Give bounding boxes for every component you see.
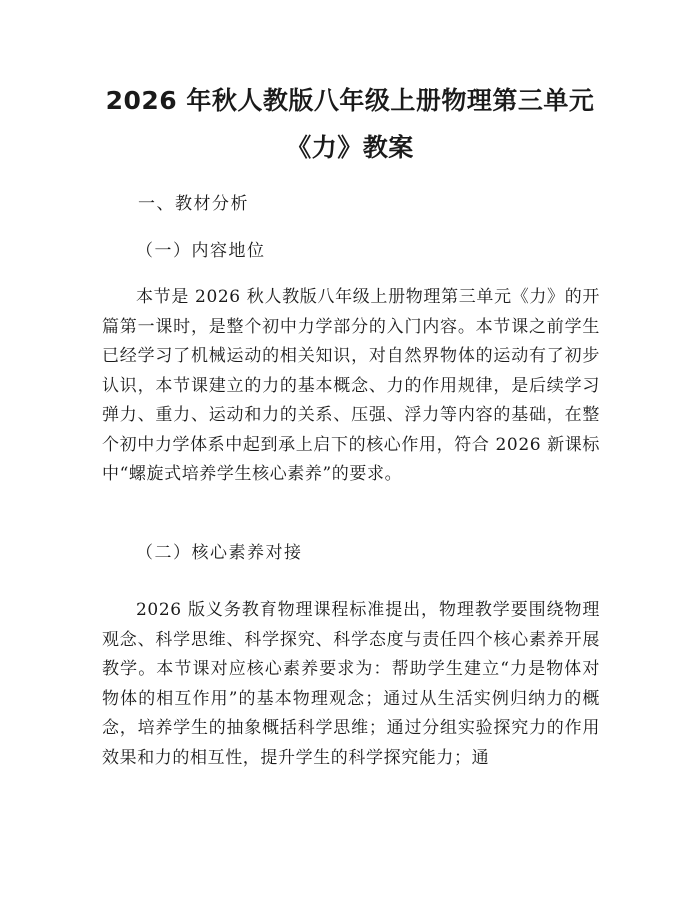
subsection-heading-core-literacy: （二）核心素养对接	[136, 543, 303, 563]
section-heading-textbook-analysis: 一、教材分析	[138, 194, 249, 214]
paragraph-core-literacy: 2026 版义务教育物理课程标准提出，物理教学要围绕物理观念、科学思维、科学探究、科学态度与责任四个核心素养开展教学。本节课对应核心素养要求为：帮助学生建立“力是物体对物体的相互作用”的基本物理观念；通过从生活实例归纳力的概念，培养学生的抽象概括科学思维；通过分组实验探究力的作用效果和力的相互性，提升学生的科学探究能力；通	[102, 600, 600, 768]
subsection-heading-content-position: （一）内容地位	[136, 241, 266, 261]
document-title-line-2: 《力》教案	[286, 133, 414, 162]
paragraph-content-position: 本节是 2026 秋人教版八年级上册物理第三单元《力》的开篇第一课时，是整个初中力学部分的入门内容。本节课之前学生已经学习了机械运动的相关知识，对自然界物体的运动有了初步认识，本节课建立的力的基本概念、力的作用规律，是后续学习弹力、重力、运动和力的关系、压强、浮力等内容的基础，在整个初中力学体系中起到承上启下的核心作用，符合 2026 新课标中“螺旋式培养学生核心素养”的要求。	[102, 287, 600, 484]
document-title-line-1: 2026 年秋人教版八年级上册物理第三单元	[105, 86, 595, 115]
